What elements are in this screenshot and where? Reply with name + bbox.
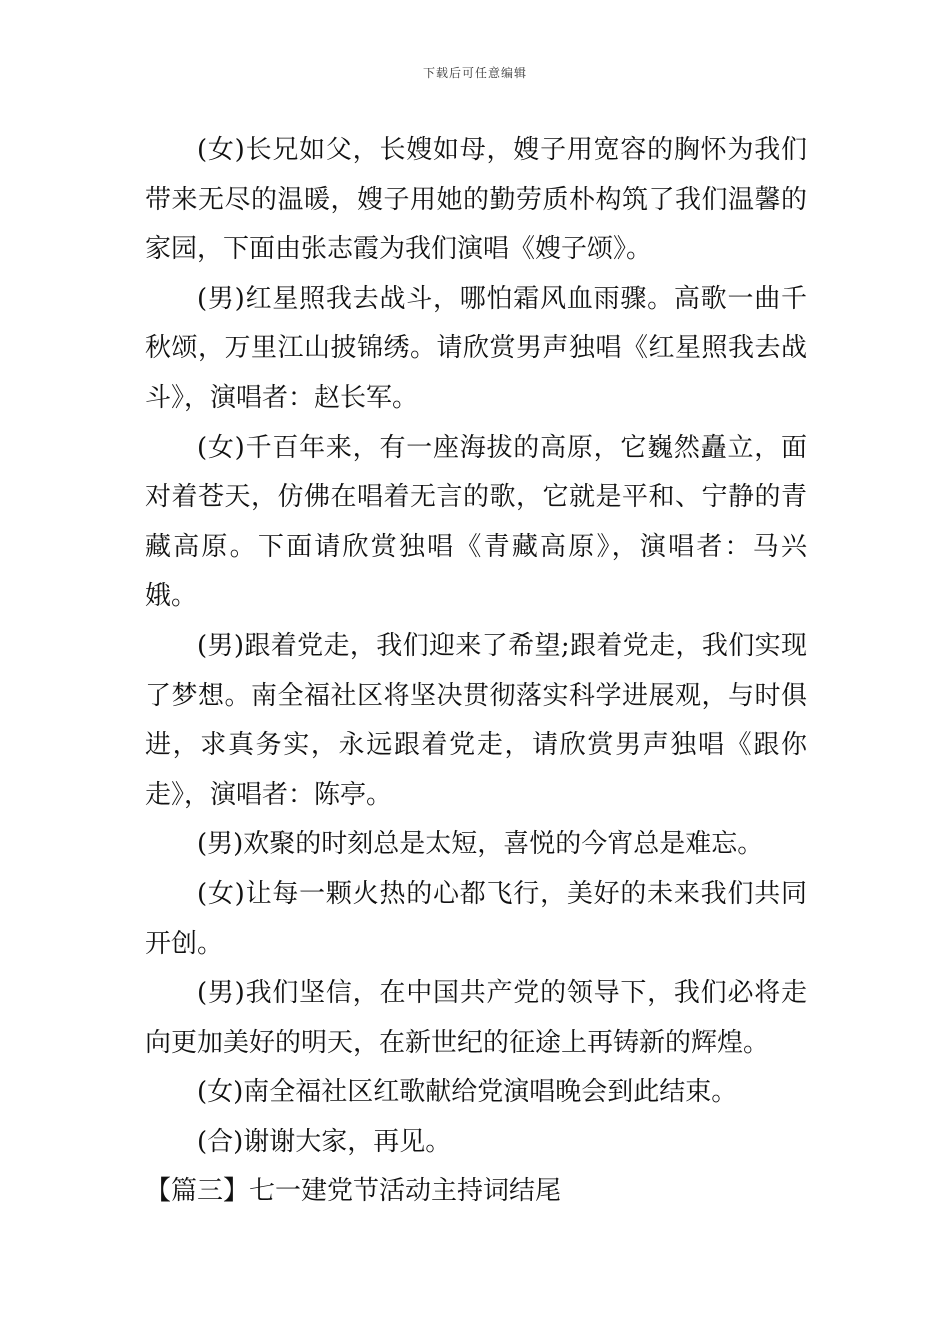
paragraph-7: (男)我们坚信，在中国共产党的领导下，我们必将走向更加美好的明天，在新世纪的征途上再铸新的辉煌。	[145, 978, 807, 1058]
paragraph-9: (合)谢谢大家，再见。	[197, 1126, 452, 1157]
paragraph-2: (男)红星照我去战斗，哪怕霜风血雨骤。高歌一曲千秋颂，万里江山披锦绣。请欣赏男声独唱《红星照我去战斗》，演唱者：赵长军。	[145, 283, 807, 413]
paragraph-8: (女)南全福社区红歌献给党演唱晚会到此结束。	[197, 1077, 738, 1108]
document-body	[145, 126, 807, 1217]
paragraph-3: (女)千百年来，有一座海拔的高原，它巍然矗立，面对着苍天，仿佛在唱着无言的歌，它就是平和、宁静的青藏高原。下面请欣赏独唱《青藏高原》，演唱者：马兴娥。	[145, 432, 807, 612]
paragraph-5: (男)欢聚的时刻总是太短，喜悦的今宵总是难忘。	[197, 829, 764, 860]
section-heading: 【篇三】七一建党节活动主持词结尾	[145, 1176, 562, 1207]
paragraph-4: (男)跟着党走，我们迎来了希望;跟着党走，我们实现了梦想。南全福社区将坚决贯彻落实科学进展观，与时俱进，求真务实，永远跟着党走，请欣赏男声独唱《跟你走》，演唱者：陈亭。	[145, 630, 807, 810]
paragraph-1: (女)长兄如父，长嫂如母，嫂子用宽容的胸怀为我们带来无尽的温暖，嫂子用她的勤劳质朴构筑了我们温馨的家园，下面由张志霞为我们演唱《嫂子颂》。	[145, 135, 807, 265]
page-header-note: 下载后可任意编辑	[422, 66, 527, 80]
paragraph-6: (女)让每一颗火热的心都飞行，美好的未来我们共同开创。	[145, 878, 807, 959]
